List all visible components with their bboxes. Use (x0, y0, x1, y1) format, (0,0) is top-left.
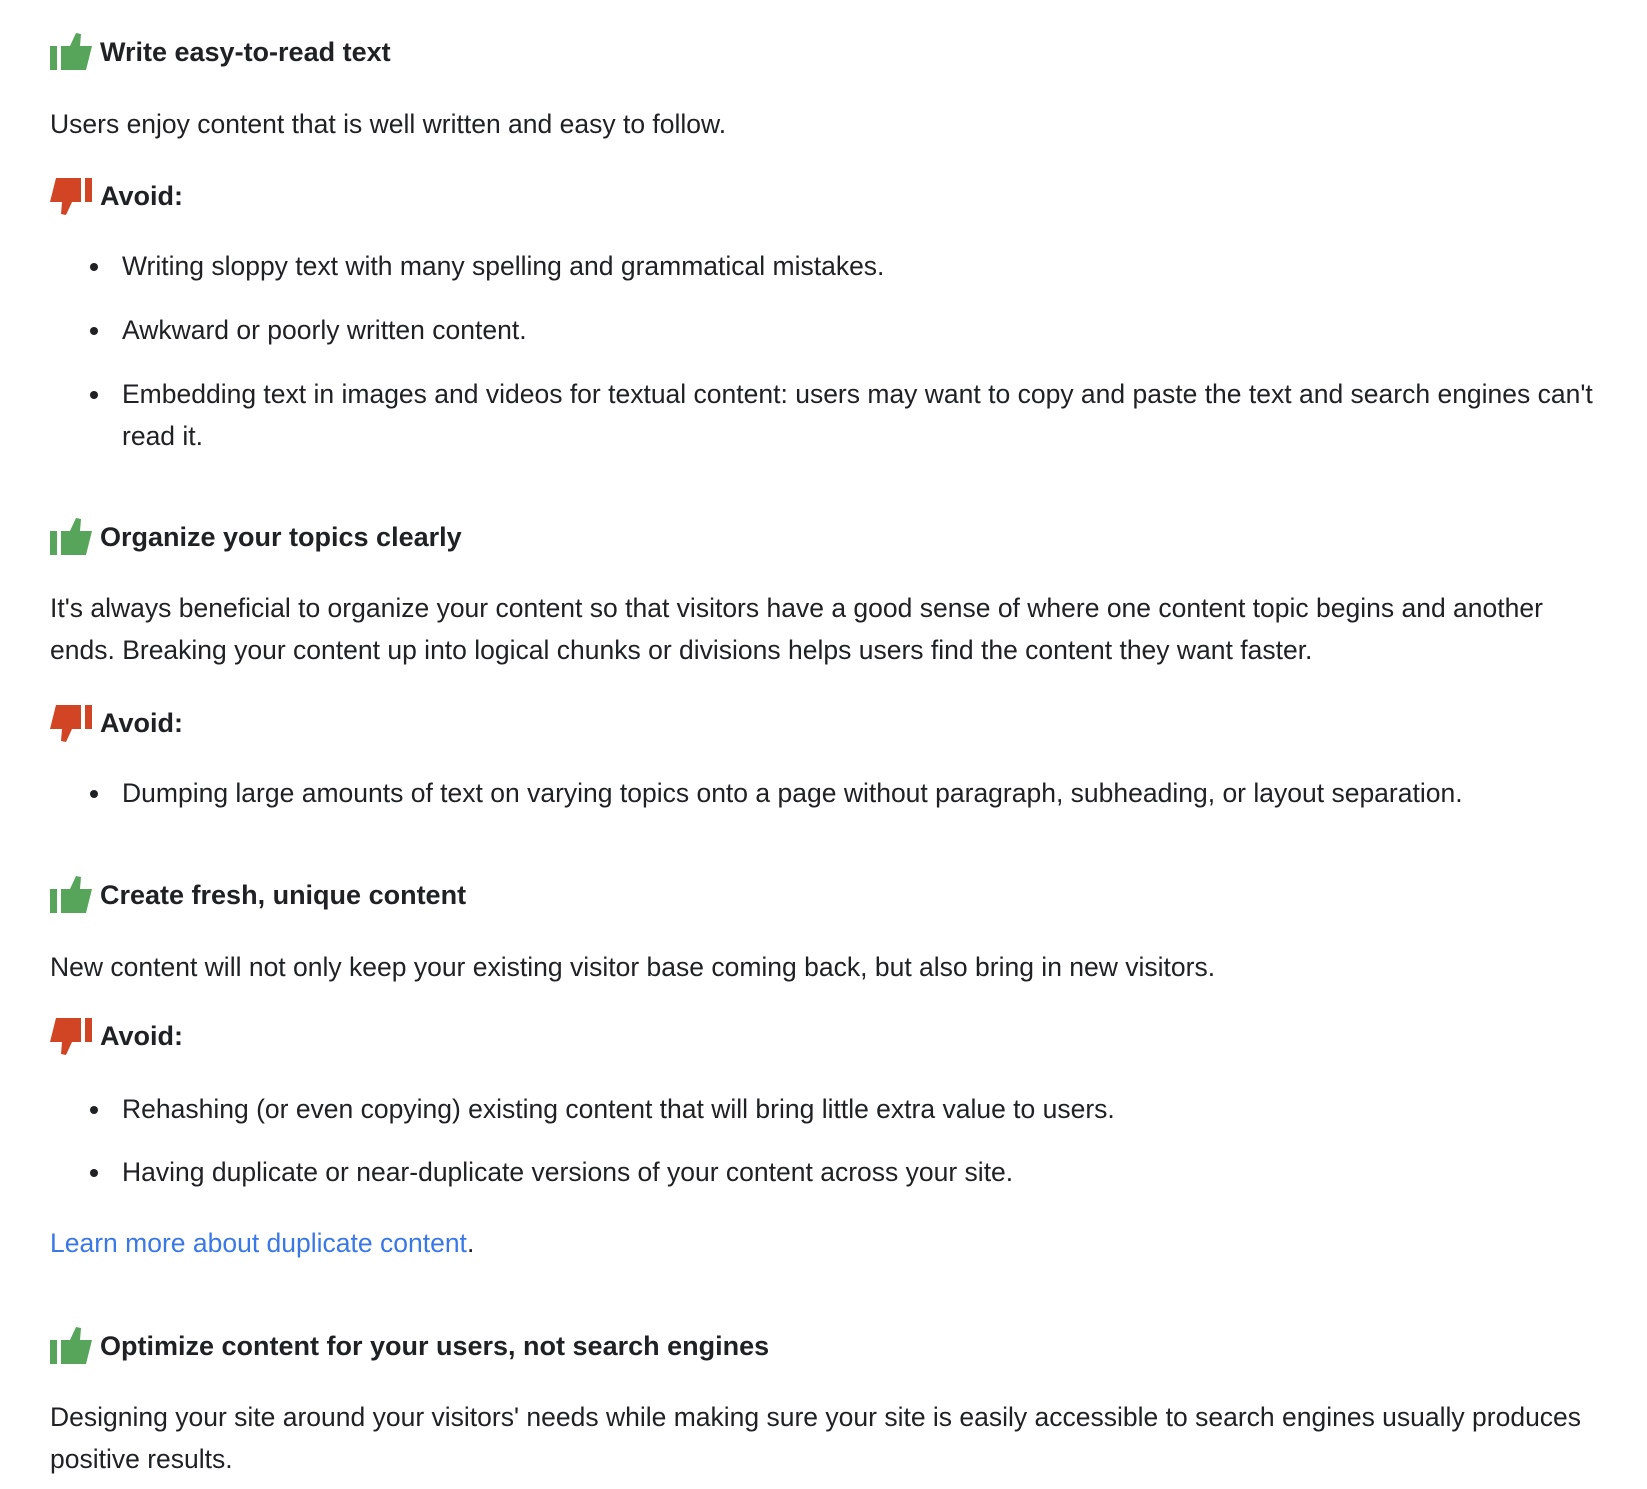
bullet (90, 263, 98, 271)
learn-more-duplicate-content-link[interactable]: Learn more about duplicate content (50, 1228, 467, 1258)
section-body: It's always beneficial to organize your content so that visitors have a good sense of where one content topic begins and another ends. Breaking your content up into logical chunks or divisions helps users find the content they want faster. (50, 593, 1543, 665)
thumbs-down-icon (50, 176, 92, 216)
section-body: Designing your site around your visitors' needs while making sure your site is easily accessible to search engines usually produces positive results. (50, 1402, 1582, 1474)
bullet (90, 1106, 98, 1114)
section-heading (50, 31, 391, 73)
thumbs-down-icon (50, 703, 92, 743)
avoid-label: Avoid: (100, 1021, 183, 1051)
list-item: Embedding text in images and videos for textual content: users may want to copy and paste the text and search engines can't read it. (50, 373, 1602, 457)
avoid-heading (50, 175, 183, 217)
list-item: Rehashing (or even copying) existing content that will bring little extra value to users. (50, 1088, 1602, 1130)
thumbs-up-icon (50, 32, 92, 72)
avoid-label: Avoid: (100, 708, 183, 738)
section-heading-text: Write easy-to-read text (100, 37, 391, 67)
bullet (90, 790, 98, 798)
list-item: Awkward or poorly written content. (50, 309, 1602, 351)
avoid-list (50, 245, 1610, 457)
avoid-heading (50, 702, 183, 744)
section-body: Users enjoy content that is well written and easy to follow. (50, 109, 727, 139)
thumbs-up-icon (50, 1326, 92, 1366)
section-heading-text: Optimize content for your users, not search engines (100, 1331, 770, 1361)
section-heading (50, 874, 466, 916)
section-body: New content will not only keep your existing visitor base coming back, but also bring in new visitors. (50, 952, 1216, 982)
bullet (90, 1169, 98, 1177)
thumbs-down-icon (50, 1016, 92, 1056)
avoid-heading (50, 1015, 183, 1057)
list-item: Writing sloppy text with many spelling and grammatical mistakes. (50, 245, 1602, 287)
section-heading (50, 516, 462, 558)
avoid-list (50, 1088, 1610, 1193)
section-heading (50, 1325, 769, 1367)
section-heading-text: Create fresh, unique content (100, 880, 467, 910)
section-heading-text: Organize your topics clearly (100, 522, 462, 552)
thumbs-up-icon (50, 517, 92, 557)
list-item: Dumping large amounts of text on varying topics onto a page without paragraph, subheading, or layout separation. (50, 772, 1602, 814)
list-item: Having duplicate or near-duplicate versions of your content across your site. (50, 1151, 1602, 1193)
avoid-label: Avoid: (100, 181, 183, 211)
learn-more-paragraph: Learn more about duplicate content. (50, 1228, 475, 1258)
bullet (90, 391, 98, 399)
bullet (90, 327, 98, 335)
thumbs-up-icon (50, 875, 92, 915)
avoid-list (50, 772, 1610, 814)
